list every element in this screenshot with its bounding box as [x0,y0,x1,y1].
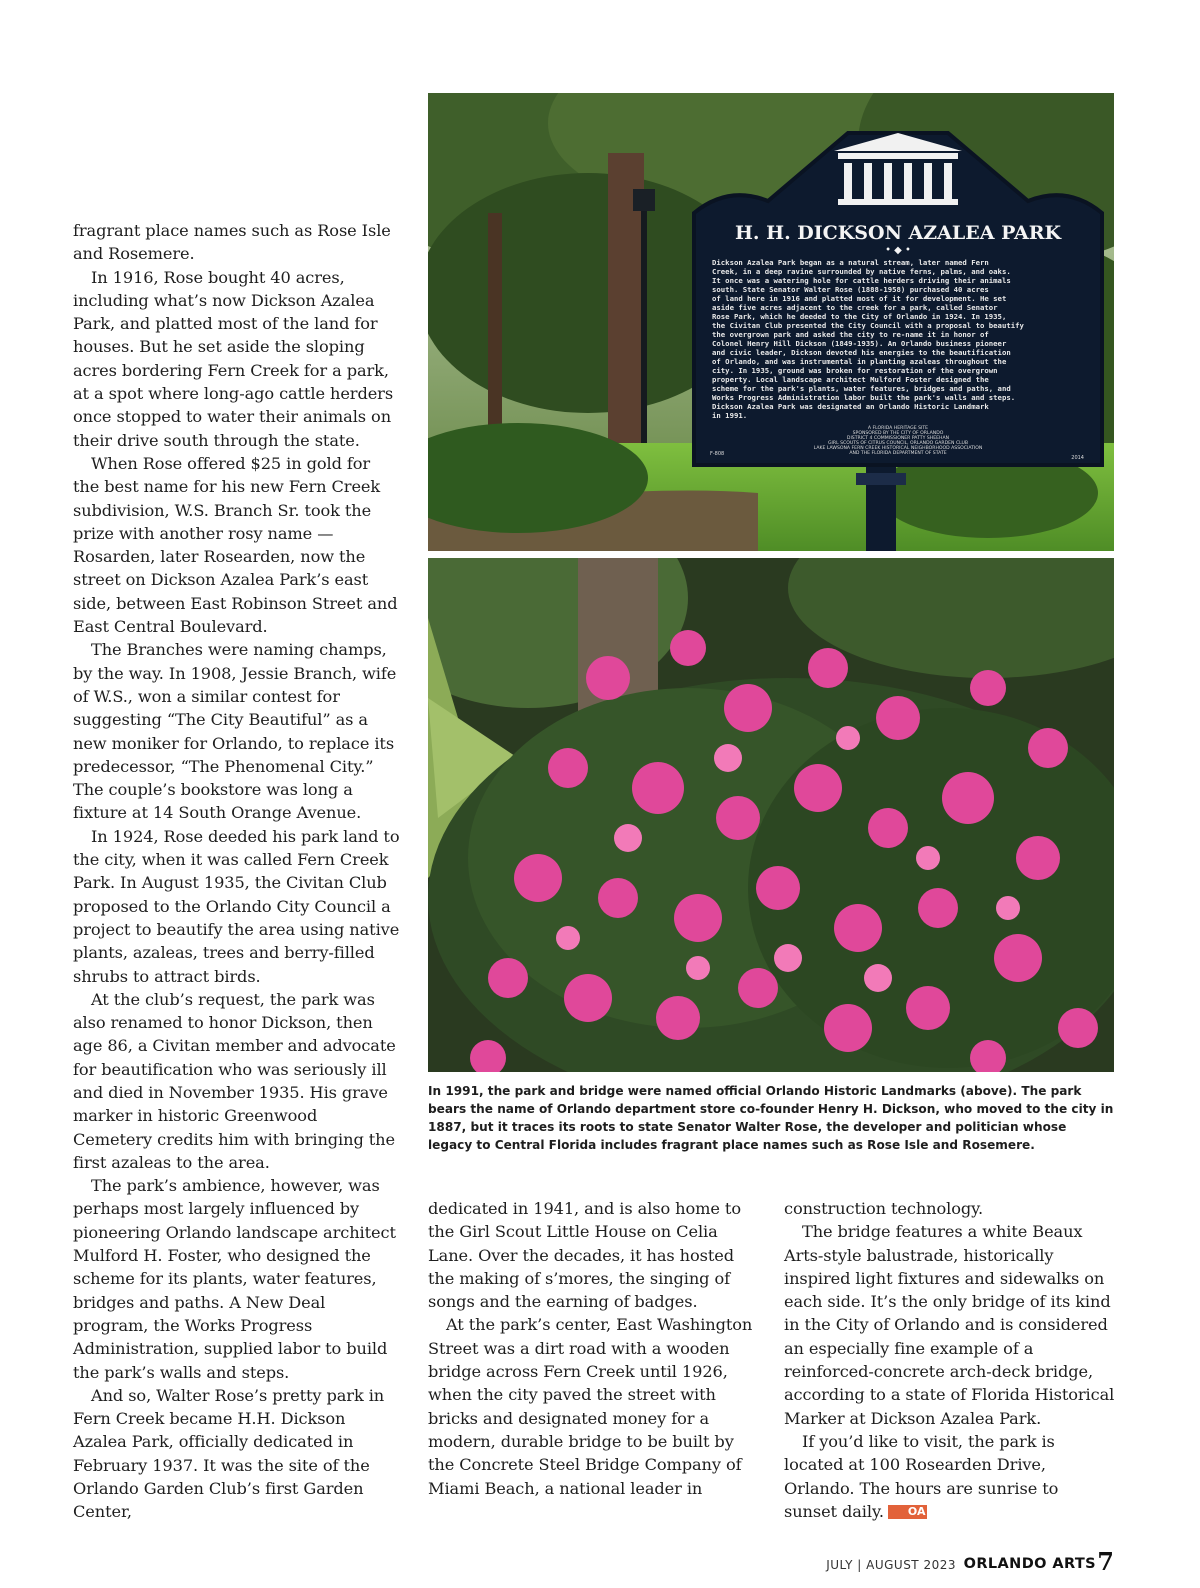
photo-caption: In 1991, the park and bridge were named official Orlando Historic Landmarks (above). The park bears the name of Orlando department store co-founder Henry H. Dickson, who moved to the city in 1887, but it traces its roots to state Senator Walter Rose, the developer and politician whose legacy to Central Florida includes fragrant place names such as Rose Isle and Rosemere. [428,1084,1114,1152]
paragraph [784,1430,1116,1523]
marker-title: H. H. DICKSON AZALEA PARK [734,222,1062,244]
paragraph: The bridge features a white Beaux Arts-style balustrade, historically inspired light fixtures and sidewalks on each side. It’s the only bridge of its kind in the City of Orlando and is considered an especially fine example of a reinforced-concrete arch-deck bridge, according to a state of Florida Historical Marker at Dickson Azalea Park. [784,1222,1115,1428]
paragraph: The Branches were naming champs, by the way. In 1908, Jessie Branch, wife of W.S., won a similar contest for suggesting “The City Beautiful” as a new moniker for Orlando, to replace its predecessor, “The Phenomenal City.” The couple’s bookstore was long a fixture at 14 South Orange Avenue. [73,640,397,823]
article-column-right [784,1197,1116,1523]
paragraph: construction technology. [784,1199,984,1218]
paragraph: And so, Walter Rose’s pretty park in Fern Creek became H.H. Dickson Azalea Park, officially dedicated in February 1937. It was the site of the Orlando Garden Club’s first Garden Center, [73,1385,385,1522]
marker-code: F-808 [710,451,725,457]
magazine-name: ORLANDO ARTS [963,1556,1096,1572]
marker-sponsor-line: GIRL SCOUTS OF CITRUS COUNCIL, ORLANDO GARDEN CLUB [827,441,969,446]
article-column-middle [428,1197,758,1500]
historic-marker-photo [428,93,1114,551]
paragraph-text: If you’d like to visit, the park is located at 100 Rosearden Drive, Orlando. The hours are sunrise to sunset daily. [784,1431,1059,1521]
paragraph: At the park’s center, East Washington Street was a dirt road with a wooden bridge across Fern Creek until 1926, when the city paved the street with bricks and designated money for a modern, durable bridge to be built by the Concrete Steel Bridge Company of Miami Beach, a national leader in [428,1315,753,1498]
marker-body-line: of Orlando, and was instrumental in planting azaleas throughout the [712,357,1007,366]
article-column-left [73,219,401,1524]
marker-body-line: It once was a watering hole for cattle herders driving their animals [712,276,1011,285]
marker-body-line: aside five acres adjacent to the creek for a park, called Senator [712,303,998,312]
marker-body-line: the overgrown park and asked the city to re-name it in honor of [712,330,989,339]
marker-body-line: Colonel Henry Hill Dickson (1849-1935). An Orlando business pioneer [712,339,1007,348]
marker-sponsor-line: DISTRICT 4 COMMISSIONER PATTY SHEEHAN [846,436,950,441]
paragraph: The park’s ambience, however, was perhaps most largely influenced by pioneering Orlando landscape architect Mulford H. Foster, who designed the scheme for its plants, water features, bridges and paths. A New Deal program, the Works Progress Administration, supplied labor to build the park’s walls and steps. [73,1176,396,1382]
issue-date: JULY | AUGUST 2023 [826,1558,956,1572]
marker-body-line: scheme for the park's plants, water features, bridges and paths, and [712,384,1011,393]
page-number: 7 [1097,1547,1114,1576]
marker-body-line: in 1991. [712,411,748,420]
paragraph: In 1924, Rose deeded his park land to the city, when it was called Fern Creek Park. In August 1935, the Civitan Club proposed to the Orlando City Council a project to beautify the area using native plants, azaleas, trees and berry-filled shrubs to attract birds. [73,826,400,986]
page-footer [0,1546,1200,1576]
marker-sponsor-line: A FLORIDA HERITAGE SITE [867,426,929,431]
paragraph: In 1916, Rose bought 40 acres, including what’s now Dickson Azalea Park, and platted most of the land for houses. But he set aside the sloping acres bordering Fern Creek for a park, at a spot where long-ago cattle herders once stopped to water their animals on their drive south through the state. [73,267,394,450]
marker-body-line: Dickson Azalea Park was designated an Orlando Historic Landmark [712,402,989,411]
paragraph: When Rose offered $25 in gold for the best name for his new Fern Creek subdivision, W.S. Branch Sr. took the prize with another rosy name — Rosarden, later Rosearden, now the street on Dickson Azalea Park’s east side, between East Robinson Street and East Central Boulevard. [73,453,398,637]
svg-text:• ◆ •: • ◆ • [885,245,911,256]
paragraph: At the club’s request, the park was also renamed to honor Dickson, then age 86, a Civitan member and advocate for beautification who was seriously ill and died in November 1935. His grave marker in historic Greenwood Cemetery credits him with bringing the first azaleas to the area. [73,989,396,1172]
marker-body-line: property. Local landscape architect Mulford Foster designed the [712,375,989,384]
marker-body-line: Creek, in a deep ravine surrounded by native ferns, palms, and oaks. [712,267,1011,276]
marker-body-line: south. State Senator Walter Rose (1888-1958) purchased 40 acres [712,285,989,294]
marker-body-line: and civic leader, Dickson devoted his energies to the beautification [712,348,1011,357]
marker-body-line: Rose Park, which he deeded to the City of Orlando in 1924. In 1935, [712,312,1007,321]
marker-body-line: Dickson Azalea Park began as a natural stream, later named Fern [712,258,989,267]
marker-body-line: city. In 1935, ground was broken for restoration of the overgrown [712,366,998,375]
marker-body-line: the Civitan Club presented the City Council with a proposal to beautify [712,321,1024,330]
azalea-bush-photo [428,558,1114,1072]
marker-body-line: Works Progress Administration labor built the park's walls and steps. [712,393,1016,402]
end-mark-logo: OA [888,1505,928,1519]
marker-year: 2014 [1071,455,1084,461]
paragraph: dedicated in 1941, and is also home to the Girl Scout Little House on Celia Lane. Over the decades, it has hosted the making of s’mores, the singing of songs and the earning of badges. [428,1199,741,1312]
marker-sponsor-line: SPONSORED BY THE CITY OF ORLANDO [852,431,944,436]
marker-sponsor-line: LAKE LAWSONA FERN CREEK HISTORICAL NEIGHBORHOOD ASSOCIATION [813,446,983,451]
paragraph: fragrant place names such as Rose Isle and Rosemere. [73,221,391,264]
marker-body-line: of land here in 1916 and platted most of it for development. He set [712,294,1007,303]
marker-sponsor-line: AND THE FLORIDA DEPARTMENT OF STATE [849,451,947,456]
